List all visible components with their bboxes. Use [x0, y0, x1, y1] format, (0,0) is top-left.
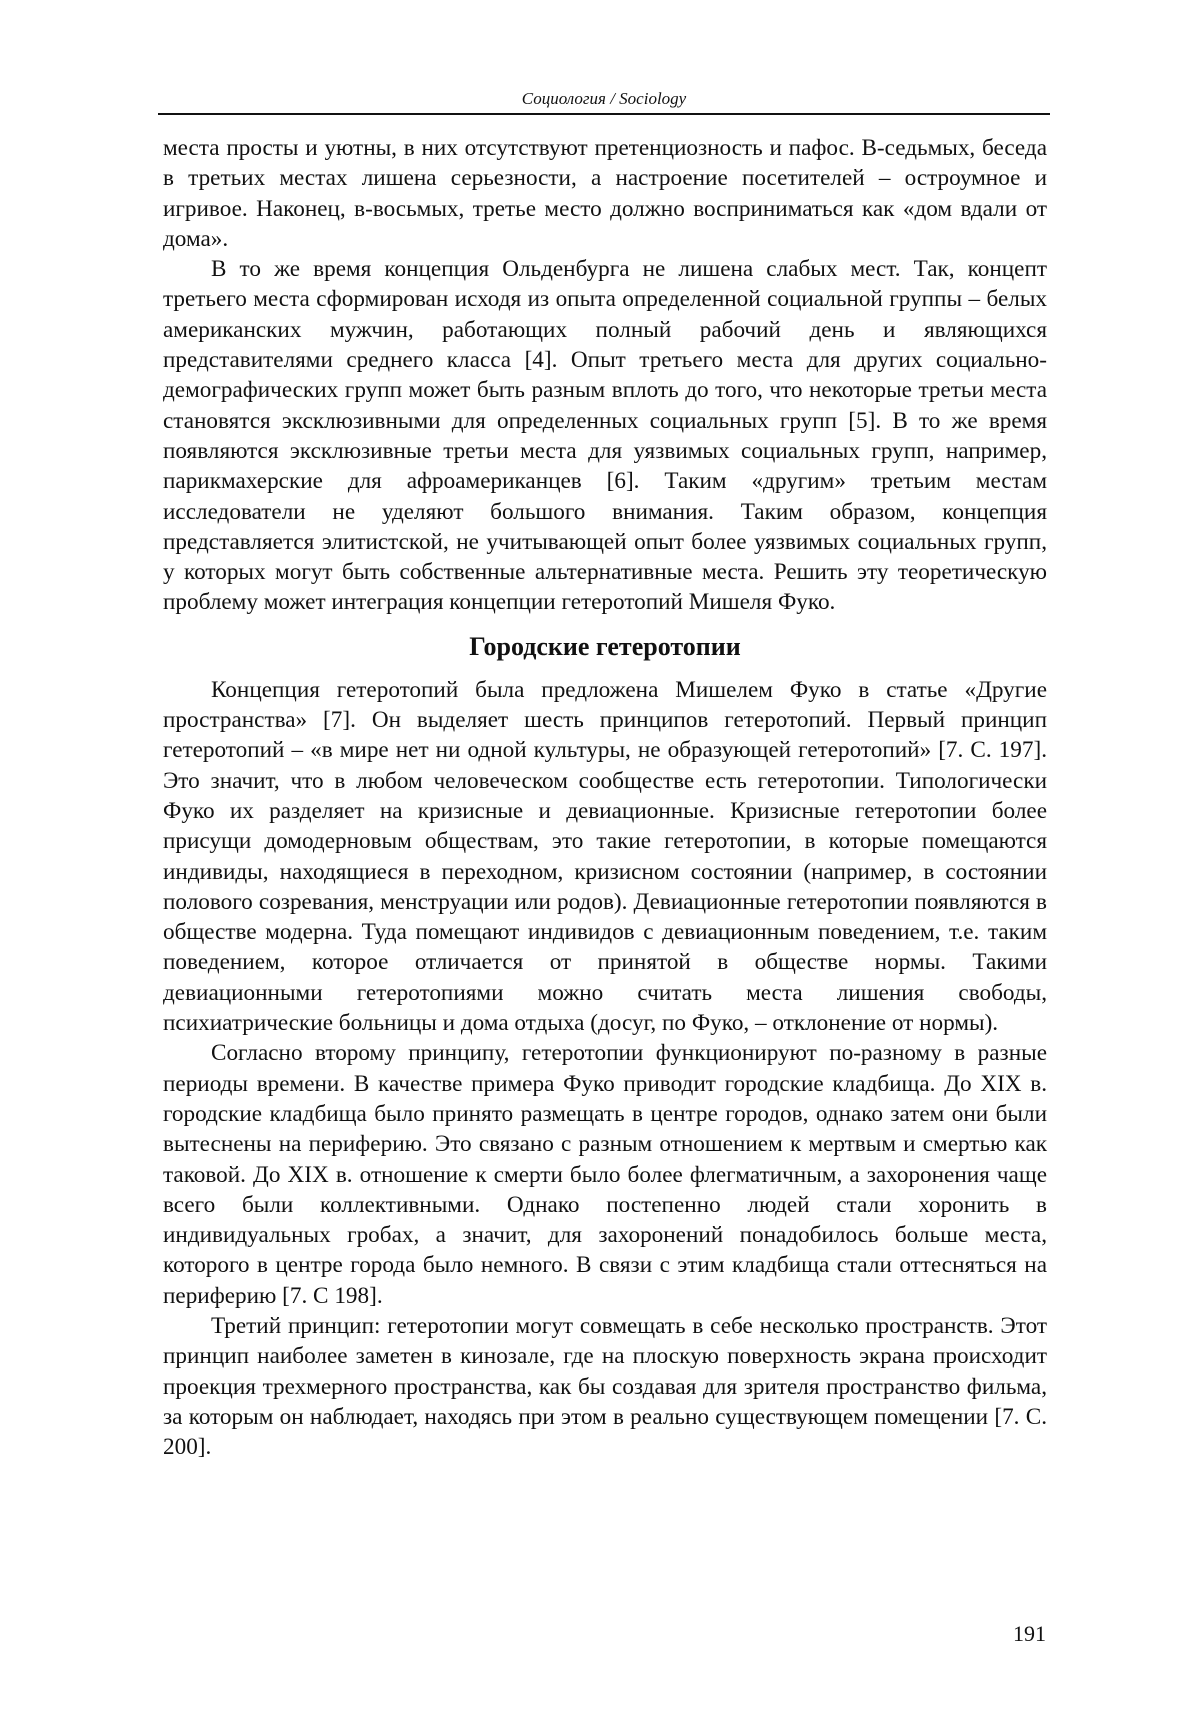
- running-header: Социология / Sociology: [521, 89, 687, 108]
- article-body: [163, 133, 1047, 1462]
- header-rule: [158, 113, 1050, 115]
- section-heading: Городские гетеротопии: [469, 631, 741, 661]
- paragraph-first-principle: Концепция гетеротопий была предложена Мишелем Фуко в статье «Другие пространства» [7]. Он выделяет шесть принципов гетеротопий. Первый принцип гетеротопий – «в мире нет ни одной культуры, не образующей гетеротопий» [7. С. 197]. Это значит, что в любом человеческом сообществе есть гетеротопии. Типологически Фуко их разделяет на кризисные и девиационные. Кризисные гетеротопии более присущи домодерновым обществам, это такие гетеротопии, в которые помещаются индивиды, находящиеся в переходном, кризисном состоянии (например, в состоянии полового созревания, менструации или родов). Девиационные гетеротопии появляются в обществе модерна. Туда помещают индивидов с девиационным поведением, т.е. таким поведением, которое отличается от принятой в обществе нормы. Такими девиационными гетеротопиями можно считать места лишения свободы, психиатрические больницы и дома отдыха (досуг, по Фуко, – отклонение от нормы).: [163, 676, 1047, 1037]
- paragraph-third-principle: Третий принцип: гетеротопии могут совмещать в себе несколько пространств. Этот принцип наиболее заметен в кинозале, где на плоскую поверхность экрана происходит проекция трехмерного пространства, как бы создавая для зрителя пространство фильма, за которым он наблюдает, находясь при этом в реально существующем помещении [7. С. 200].: [163, 1312, 1047, 1461]
- paragraph-second-principle: Согласно второму принципу, гетеротопии функционируют по-разному в разные периоды времени. В качестве примера Фуко приводит городские кладбища. До XIX в. городские кладбища было принято размещать в центре городов, однако затем они были вытеснены на периферию. Это связано с разным отношением к мертвым и смертью как таковой. До XIX в. отношение к смерти было более флегматичным, а захоронения чаще всего были коллективными. Однако постепенно людей стали хоронить в индивидуальных гробах, а значит, для захоронений понадобилось больше места, которого в центре города было немного. В связи с этим кладбища стали оттесняться на периферию [7. С 198].: [163, 1040, 1047, 1309]
- paragraph-continued: места просты и уютны, в них отсутствуют претенциозность и пафос. В-седьмых, беседа в третьих местах лишена серьезности, а настроение посетителей – остроумное и игривое. Наконец, в-восьмых, третье место должно восприниматься как «дом вдали от дома».: [163, 135, 1047, 252]
- page-number: 191: [1013, 1621, 1046, 1646]
- paragraph-oldenburg-critique: В то же время концепция Ольденбурга не лишена слабых мест. Так, концепт третьего места сформирован исходя из опыта определенной социальной группы – белых американских мужчин, работающих полный рабочий день и являющихся представителями среднего класса [4]. Опыт третьего места для других социально-демографических групп может быть разным вплоть до того, что некоторые третьи места становятся эксклюзивными для определенных социальных групп [5]. В то же время появляются эксклюзивные третьи места для уязвимых социальных групп, например, парикмахерские для афроамериканцев [6]. Таким «другим» третьим местам исследователи не уделяют большого внимания. Таким образом, концепция представляется элитистской, не учитывающей опыт более уязвимых социальных групп, у которых могут быть собственные альтернативные места. Решить эту теоретическую проблему может интеграция концепции гетеротопий Мишеля Фуко.: [163, 256, 1047, 616]
